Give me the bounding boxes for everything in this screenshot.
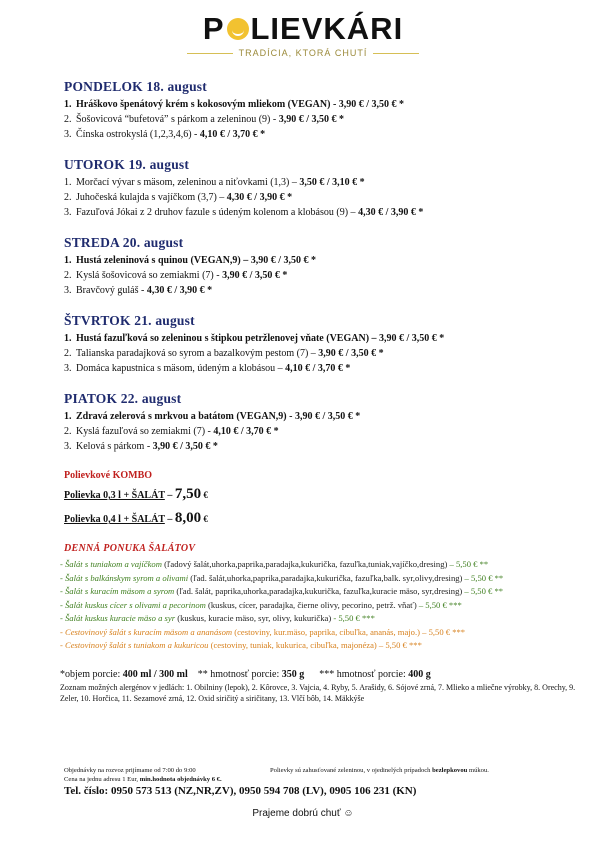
delivery-price-text: Cena na jednu adresu 1 Eur,	[64, 776, 140, 783]
soup-item	[64, 190, 584, 205]
soup-price: 3,90 € / 3,50 € *	[318, 348, 384, 359]
soup-item	[64, 409, 584, 424]
salad-item	[60, 558, 584, 572]
salad-price: - 5,50 € ***	[331, 613, 375, 623]
soup-name: Hustá fazuľková so zeleninou s štipkou petržlenovej vňate (VEGAN) – 3,90 € / 3,50 € *	[76, 333, 445, 344]
soup-item	[64, 175, 584, 190]
kombo-currency: €	[201, 490, 208, 500]
soup-number: 3.	[64, 285, 72, 296]
salad-price: – 5,50 € ***	[416, 599, 462, 610]
day-title: STREDA 20. august	[64, 235, 184, 250]
tagline-divider-right	[373, 53, 419, 54]
salad-price: – 5,50 € ***	[419, 626, 466, 637]
soup-number: 1.	[64, 255, 72, 266]
soup-number: 2.	[64, 348, 72, 359]
soup-item	[64, 253, 584, 268]
soup-price: 4,30 € / 3,90 € *	[358, 207, 424, 218]
kombo-list	[64, 483, 584, 531]
soup-item	[64, 331, 584, 346]
soup-name: Zdravá zelerová s mrkvou a batátom (VEGAN,9) - 3,90 € / 3,50 € *	[76, 411, 361, 422]
soup-price: 3,90 € / 3,50 € *	[222, 270, 288, 281]
salad-ingredients: (cestoviny, tuniak, kukurica, cibuľka, majonéza)	[210, 640, 377, 650]
soup-name: Bravčový guláš -	[76, 285, 147, 296]
salad-item	[60, 585, 584, 599]
soup-price: 3,90 € / 3,50 € *	[152, 441, 218, 452]
tagline-divider-left	[187, 53, 233, 54]
salad-name: - Cestovinový šalát s kuracím mäsom a ananásom	[60, 626, 235, 637]
phone-numbers: Tel. číslo: 0950 573 513 (NZ,NR,ZV), 0950 594 708 (LV), 0905 106 231 (KN)	[64, 785, 417, 797]
bowl-icon	[227, 18, 249, 40]
soup-name: Hráškovo špenátový krém s kokosovým mliekom (VEGAN) - 3,90 € / 3,50 € *	[76, 99, 405, 110]
salad-ingredients: (ľad. šalát, paprika,uhorka,paradajka,kukurička, fazuľka,kuracie mäso, syr,dresing)	[176, 586, 463, 596]
kombo-row	[64, 507, 584, 531]
soup-number: 1.	[64, 411, 72, 422]
day-section	[64, 78, 584, 142]
kombo-currency: €	[201, 514, 208, 524]
salad-ingredients: (kuskus, kuracie mäso, syr, olivy, kukurička)	[177, 613, 332, 623]
salad-ingredients: (ľad. šalát,uhorka,paprika,paradajka,kukurička, fazuľka,balk. syr,olivy,dresing)	[190, 572, 463, 583]
logo-text-pre: P	[202, 11, 225, 46]
soup-name: Morčací vývar s mäsom, zeleninou a niťovkami (1,3) –	[76, 177, 300, 188]
logo-text-post: LIEVKÁRI	[250, 11, 404, 46]
salad-price: – 5,50 € **	[462, 586, 504, 596]
salad-item	[60, 612, 584, 626]
soup-item	[64, 268, 584, 283]
allergens-list: Zoznam možných alergénov v jedlách: 1. Obilniny (lepok), 2. Kôrovce, 3. Vajcia, 4. Ryby, 5. Arašidy, 6. Sójové zrná, 7. Mlieko a mliečne výrobky, 8. Orechy, 9. Zeler, 10. Horčica, 11. Sezamové zrná, 12. Oxid siričitý a siričitany, 13. Vlčí bôb, 14. Mäkkýše	[60, 682, 576, 703]
kombo-dash: –	[164, 490, 175, 501]
salad-price: – 5,50 € **	[462, 572, 504, 583]
salad-price: – 5,50 € **	[447, 559, 489, 569]
salads-list	[60, 558, 584, 653]
closing-text: Prajeme dobrú chuť ☺	[252, 808, 354, 819]
soup-name: Kyslá šošovicová so zemiakmi (7) -	[76, 270, 223, 281]
thickening-bold: bezlepkovou	[432, 767, 468, 774]
soup-item	[64, 361, 584, 376]
day-title: ŠTVRTOK 21. august	[64, 313, 195, 328]
footer-notes	[64, 766, 594, 784]
soup-price: 4,10 € / 3,70 € *	[213, 426, 279, 437]
soup-name: Domáca kapustnica s mäsom, údeným a klobásou –	[76, 363, 286, 374]
tagline: TRADÍCIA, KTORÁ CHUTÍ	[238, 48, 368, 58]
portion-2-label: ** hmotnosť porcie:	[197, 668, 282, 680]
soup-name: Hustá zeleninová s quinou (VEGAN,9) – 3,90 € / 3,50 € *	[76, 255, 317, 266]
tagline-row	[0, 48, 606, 58]
soup-number: 2.	[64, 270, 72, 281]
day-title: PIATOK 22. august	[64, 391, 182, 406]
days-list	[64, 78, 584, 454]
soup-price: 4,30 € / 3,90 € *	[146, 285, 213, 296]
soup-item	[64, 346, 584, 361]
soup-name: Talianska paradajková so syrom a bazalkovým pestom (7) –	[76, 348, 319, 359]
day-title: UTOROK 19. august	[64, 157, 190, 172]
soup-number: 3.	[64, 207, 72, 218]
soup-item	[64, 439, 584, 454]
kombo-label: Polievka 0,3 l + ŠALÁT	[64, 490, 165, 501]
soup-number: 2.	[64, 114, 72, 125]
soup-number: 3.	[64, 441, 72, 452]
day-section	[64, 312, 584, 376]
menu-content	[60, 78, 584, 704]
soup-price: 4,30 € / 3,90 € *	[226, 192, 293, 203]
portions-info	[60, 667, 584, 682]
soup-item	[64, 97, 584, 112]
salad-item	[60, 599, 584, 613]
logo	[0, 12, 606, 58]
soup-number: 3.	[64, 363, 72, 374]
thickening-note	[270, 766, 489, 775]
soup-item	[64, 127, 584, 142]
soup-name: Kyslá fazuľová so zemiakmi (7) -	[76, 426, 214, 437]
soup-name: Čínska ostrokyslá (1,2,3,4,6) -	[76, 129, 200, 140]
soup-number: 1.	[64, 99, 72, 110]
portion-2-value: 350 g	[281, 668, 305, 680]
kombo-price: 8,00	[174, 510, 202, 526]
soup-item	[64, 112, 584, 127]
soup-name: Fazuľová Jókai z 2 druhov fazule s údeným kolenom a klobásou (9) –	[76, 207, 359, 218]
soup-name: Šošovicová “bufetová” s párkom a zeleninou (9) -	[76, 114, 279, 125]
soup-item	[64, 424, 584, 439]
kombo-row	[64, 483, 584, 507]
kombo-label: Polievka 0,4 l + ŠALÁT	[64, 514, 165, 525]
soup-number: 1.	[64, 177, 72, 188]
soup-item	[64, 283, 584, 298]
salad-name: - Šalát kuskus kuracie mäso a syr	[60, 613, 178, 623]
soup-price: 3,90 € / 3,50 € *	[278, 114, 344, 125]
kombo-dash: –	[164, 514, 175, 525]
salad-name: - Šalát s balkánskym syrom a olivami	[60, 572, 191, 583]
thickening-text: Polievky sú zahusťované zeleninou, v ojedinelých prípadoch	[270, 767, 433, 774]
salads-title: DENNÁ PONUKA ŠALÁTOV	[64, 543, 196, 554]
portion-1-label: *objem porcie:	[60, 668, 123, 680]
day-section	[64, 234, 584, 298]
soup-item	[64, 205, 584, 220]
day-title: PONDELOK 18. august	[64, 79, 207, 94]
portion-1-value: 400 ml / 300 ml	[122, 668, 188, 680]
portion-3-label: *** hmotnosť porcie:	[319, 668, 409, 680]
soup-price: 3,50 € / 3,10 € *	[299, 177, 365, 188]
salad-name: - Šalát s kuracím mäsom a syrom	[60, 586, 177, 596]
logo-wordmark	[203, 12, 403, 46]
day-section	[64, 156, 584, 220]
delivery-price	[64, 775, 594, 784]
soup-number: 2.	[64, 426, 72, 437]
kombo-price: 7,50	[174, 486, 202, 502]
salad-name: - Šalát s tuniakom a vajíčkom	[60, 559, 165, 569]
soup-price: 4,10 € / 3,70 € *	[199, 129, 266, 140]
soup-number: 3.	[64, 129, 72, 140]
salad-name: - Šalát kuskus cícer s olivami a pecorinom	[60, 599, 208, 610]
delivery-hours: Objednávky na rozvoz prijímame od 7:00 do 9:00	[64, 767, 196, 774]
soup-name: Juhočeská kulajda s vajíčkom (3,7) –	[76, 192, 227, 203]
salad-item	[60, 626, 584, 640]
salad-item	[60, 572, 584, 586]
thickening-post: múkou.	[467, 767, 489, 774]
soup-price: 4,10 € / 3,70 € *	[285, 363, 351, 374]
day-section	[64, 390, 584, 454]
salad-item	[60, 639, 584, 653]
delivery-min-order: min.hodnota objednávky 6 €.	[139, 776, 222, 783]
soup-name: Kelová s párkom -	[76, 441, 153, 452]
soup-number: 2.	[64, 192, 72, 203]
salad-name: - Cestovinový šalát s tuniakom a kukuricou	[60, 640, 211, 650]
soup-number: 1.	[64, 333, 72, 344]
salad-ingredients: (ľadový šalát,uhorka,paprika,paradajka,kukurička, fazuľka,tuniak,vajíčko,dresing)	[164, 559, 448, 569]
salad-ingredients: (cestoviny, kur.mäso, paprika, cibuľka, ananás, majo.)	[234, 626, 420, 637]
salad-ingredients: (kuskus, cícer, paradajka, čierne olivy, pecorino, petrž. vňať)	[207, 599, 417, 610]
kombo-title: Polievkové KOMBO	[64, 470, 153, 481]
portion-3-value: 400 g	[408, 668, 431, 680]
salad-price: – 5,50 € ***	[376, 640, 422, 650]
